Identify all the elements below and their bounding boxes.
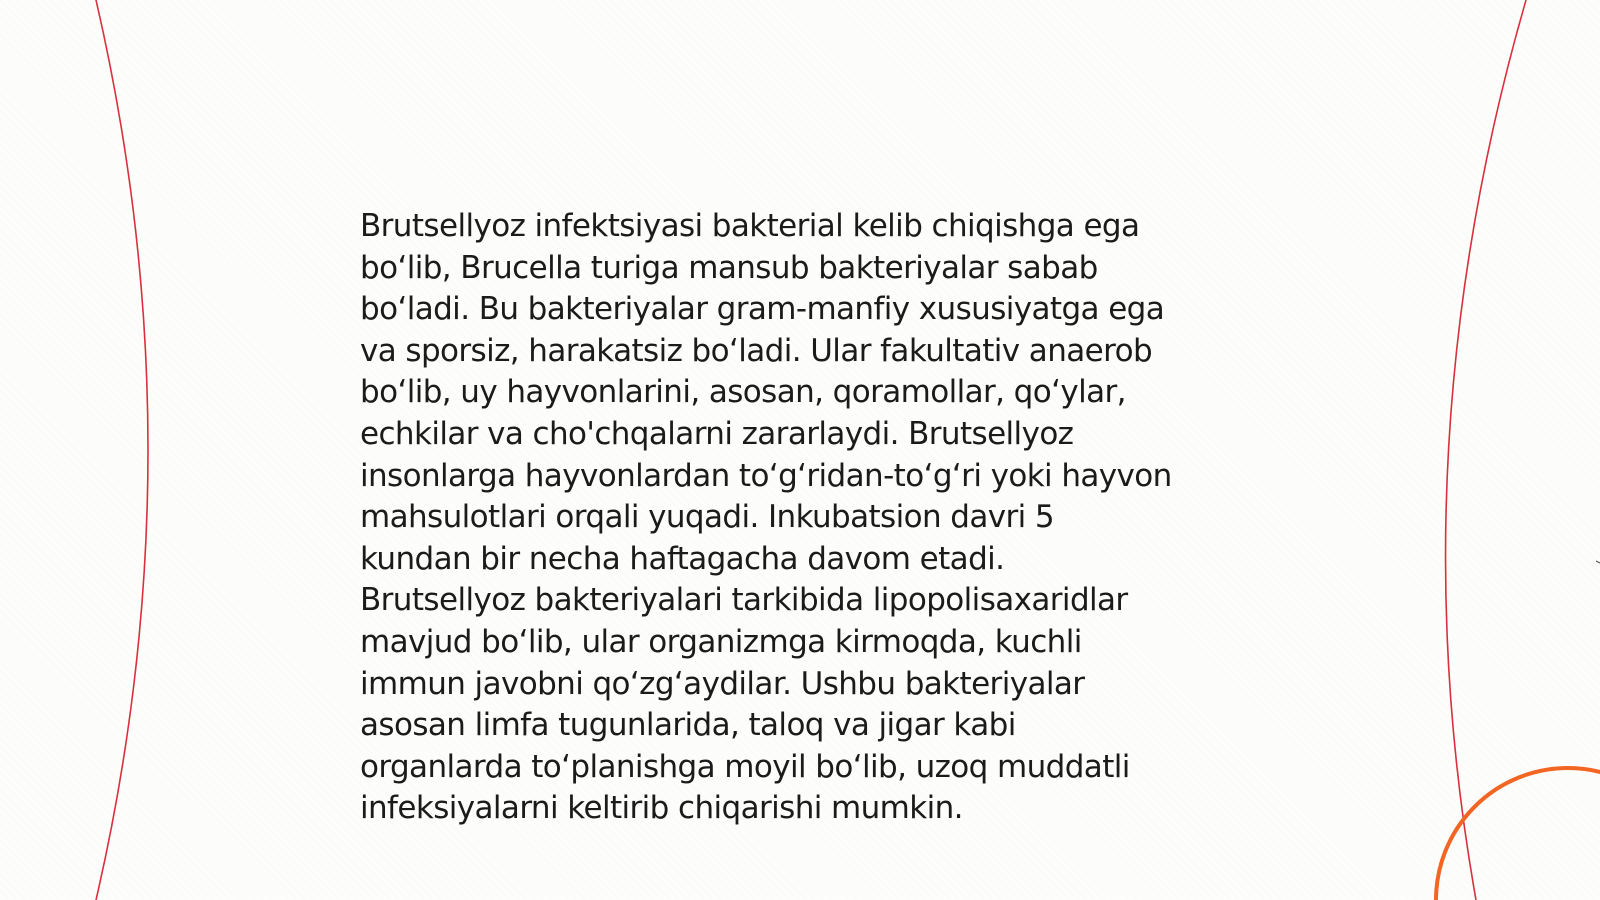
text-line: mahsulotlari orqali yuqadi. Inkubatsion davri 5 (360, 499, 1055, 536)
text-line: va sporsiz, harakatsiz bo‘ladi. Ular fakultativ anaerob (360, 332, 1153, 369)
left-curve-line (96, 0, 148, 900)
text-line: insonlarga hayvonlardan to‘g‘ridan-to‘g‘ri yoki hayvon (360, 457, 1172, 494)
text-line: Brutsellyoz infektsiyasi bakterial kelib chiqishga ega (360, 208, 1140, 244)
text-line: echkilar va cho'chqalarni zararlaydi. Brutsellyoz (360, 415, 1074, 452)
orange-arc (1436, 768, 1600, 900)
text-line: bo‘lib, uy hayvonlarini, asosan, qoramollar, qo‘ylar, (360, 374, 1126, 411)
text-line: Brutsellyoz bakteriyalari tarkibida lipopolisaxaridlar (360, 582, 1128, 619)
text-line: bo‘lib, Brucella turiga mansub bakteriyalar sabab (360, 249, 1098, 286)
right-curve-line (1446, 0, 1526, 900)
text-line: bo‘ladi. Bu bakteriyalar gram-manfiy xususiyatga ega (360, 291, 1165, 328)
body-text (360, 206, 1240, 830)
text-line: asosan limfa tugunlarida, taloq va jigar kabi (360, 707, 1016, 744)
small-tick-mark (1596, 561, 1600, 563)
text-line: immun javobni qo‘zg‘aydilar. Ushbu bakteriyalar (360, 665, 1085, 702)
text-line: kundan bir necha haftagacha davom etadi. (360, 540, 1005, 577)
text-line: infeksiyalarni keltirib chiqarishi mumkin. (360, 790, 963, 827)
text-line: organlarda to‘planishga moyil bo‘lib, uzoq muddatli (360, 748, 1130, 785)
text-line: mavjud bo‘lib, ular organizmga kirmoqda, kuchli (360, 623, 1082, 660)
